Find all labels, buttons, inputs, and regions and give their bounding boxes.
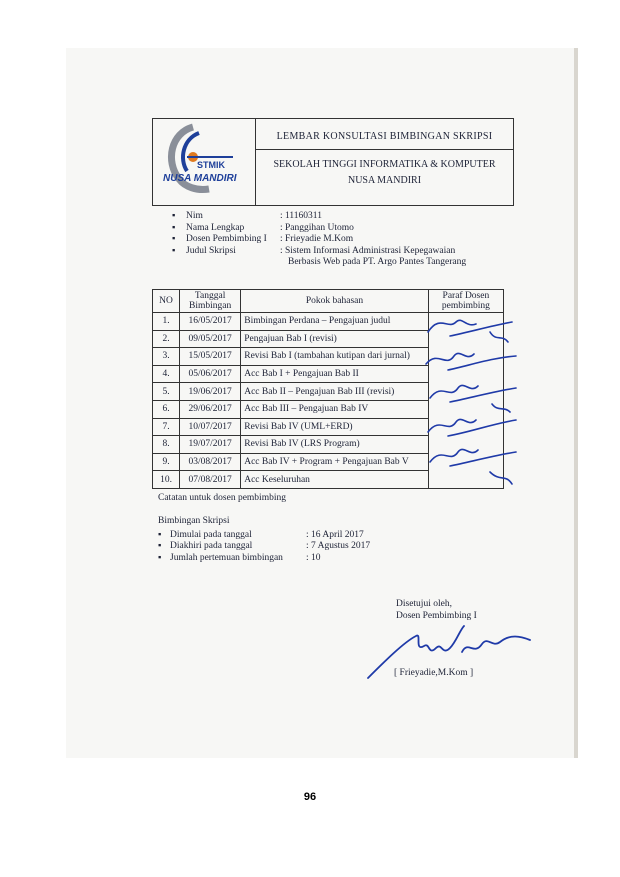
- page-number: 96: [303, 791, 317, 803]
- table-row: [153, 383, 504, 401]
- row-number: 8.: [153, 436, 180, 454]
- row-topic: Acc Bab I + Pengajuan Bab II: [241, 365, 429, 383]
- row-date: 19/07/2017: [180, 436, 241, 454]
- row-number: 6.: [153, 400, 180, 418]
- supervisor-note-label: Catatan untuk dosen pembimbing: [158, 493, 286, 503]
- school-line1: SEKOLAH TINGGI INFORMATIKA & KOMPUTER: [273, 159, 496, 170]
- row-date: 09/05/2017: [180, 330, 241, 348]
- thesis-title-line1: : Sistem Informasi Administrasi Kepegawaian: [280, 245, 456, 256]
- bullet-icon: ▪: [158, 541, 162, 551]
- row-date: 10/07/2017: [180, 418, 241, 436]
- row-topic: Revisi Bab IV (UML+ERD): [241, 418, 429, 436]
- logo-line1: STMIK: [197, 160, 225, 170]
- row-number: 4.: [153, 365, 180, 383]
- summary-value: : 10: [306, 552, 321, 563]
- row-date: 16/05/2017: [180, 313, 241, 331]
- row-topic: Bimbingan Perdana – Pengajuan judul: [241, 313, 429, 331]
- form-header: [152, 118, 514, 206]
- info-row-nim: [172, 211, 540, 223]
- table-row: [153, 418, 504, 436]
- row-topic: Acc Bab IV + Program + Pengajuan Bab V: [241, 453, 429, 471]
- school-line2: NUSA MANDIRI: [347, 175, 422, 186]
- guidance-summary: [158, 516, 370, 564]
- summary-value: : 16 April 2017: [306, 529, 364, 540]
- info-row-title: [172, 246, 540, 269]
- row-number: 7.: [153, 418, 180, 436]
- table-row: [153, 313, 504, 331]
- row-date: 29/06/2017: [180, 400, 241, 418]
- info-value: : Panggihan Utomo: [280, 222, 354, 233]
- info-label: Nama Lengkap: [186, 222, 245, 233]
- form-title: LEMBAR KONSULTASI BIMBINGAN SKRIPSI: [276, 131, 493, 142]
- summary-row: [158, 530, 370, 542]
- summary-label: Jumlah pertemuan bimbingan: [170, 552, 283, 563]
- stmik-logo: [153, 119, 256, 205]
- row-signature-cell: [428, 365, 503, 383]
- info-value: : 11160311: [280, 211, 322, 221]
- thesis-title-line2: Berbasis Web pada PT. Argo Pantes Tangerang: [288, 257, 467, 267]
- table-row: [153, 400, 504, 418]
- row-signature-cell: [428, 418, 503, 436]
- info-row-name: [172, 223, 540, 235]
- supervisor-name: [ Frieyadie,M.Kom ]: [394, 668, 474, 678]
- header-divider: [256, 149, 513, 150]
- row-signature-cell: [428, 453, 503, 471]
- summary-label: Dimulai pada tanggal: [170, 529, 252, 540]
- row-signature-cell: [428, 436, 503, 454]
- col-header-no: NO: [153, 290, 180, 313]
- row-signature-cell: [428, 383, 503, 401]
- row-topic: Revisi Bab IV (LRS Program): [241, 436, 429, 454]
- bullet-icon: ▪: [172, 211, 176, 221]
- row-date: 15/05/2017: [180, 348, 241, 366]
- info-row-supervisor: [172, 234, 540, 246]
- bullet-icon: ▪: [158, 529, 162, 540]
- row-date: 05/06/2017: [180, 365, 241, 383]
- info-value: : Frieyadie M.Kom: [280, 234, 354, 244]
- table-row: [153, 453, 504, 471]
- row-number: 5.: [153, 383, 180, 401]
- summary-row: [158, 553, 370, 565]
- summary-title: Bimbingan Skripsi: [158, 516, 230, 526]
- consultation-table: [152, 289, 504, 489]
- table-row: [153, 471, 504, 489]
- approval-block: [396, 598, 477, 622]
- row-signature-cell: [428, 348, 503, 366]
- row-topic: Acc Bab III – Pengajuan Bab IV: [241, 400, 429, 418]
- row-date: 03/08/2017: [180, 453, 241, 471]
- row-topic: Acc Bab II – Pengajuan Bab III (revisi): [241, 383, 429, 401]
- approval-line1: Disetujui oleh,: [396, 599, 452, 609]
- row-number: 2.: [153, 330, 180, 348]
- info-label: Judul Skripsi: [186, 245, 236, 256]
- bullet-icon: ▪: [172, 234, 176, 244]
- table-row: [153, 365, 504, 383]
- col-header-signature: Paraf Dosen pembimbing: [428, 290, 503, 313]
- student-info: [172, 211, 540, 269]
- summary-value: : 7 Agustus 2017: [306, 541, 371, 551]
- approval-line2: Dosen Pembimbing I: [396, 611, 477, 621]
- info-value: [280, 246, 540, 269]
- table-row: [153, 436, 504, 454]
- row-signature-cell: [428, 313, 503, 331]
- logo-line2: NUSA MANDIRI: [163, 173, 237, 184]
- bullet-icon: ▪: [172, 245, 176, 256]
- table-row: [153, 330, 504, 348]
- col-header-date: Tanggal Bimbingan: [180, 290, 241, 313]
- bullet-icon: ▪: [158, 552, 162, 563]
- bullet-icon: ▪: [172, 222, 176, 233]
- row-signature-cell: [428, 330, 503, 348]
- row-number: 9.: [153, 453, 180, 471]
- row-topic: Pengajuan Bab I (revisi): [241, 330, 429, 348]
- row-number: 10.: [153, 471, 180, 489]
- row-signature-cell: [428, 400, 503, 418]
- info-label: Nim: [186, 211, 203, 221]
- row-topic: Acc Keseluruhan: [241, 471, 429, 489]
- table-row: [153, 348, 504, 366]
- row-signature-cell: [428, 471, 503, 489]
- summary-label: Diakhiri pada tanggal: [170, 541, 253, 551]
- row-date: 19/06/2017: [180, 383, 241, 401]
- scan-edge: [574, 48, 578, 758]
- school-name: [256, 157, 513, 189]
- row-date: 07/08/2017: [180, 471, 241, 489]
- table-header-row: [153, 290, 504, 313]
- col-header-topic: Pokok bahasan: [241, 290, 429, 313]
- summary-row: [158, 541, 370, 553]
- row-number: 3.: [153, 348, 180, 366]
- row-number: 1.: [153, 313, 180, 331]
- info-label: Dosen Pembimbing I: [186, 234, 267, 244]
- row-topic: Revisi Bab I (tambahan kutipan dari jurnal): [241, 348, 429, 366]
